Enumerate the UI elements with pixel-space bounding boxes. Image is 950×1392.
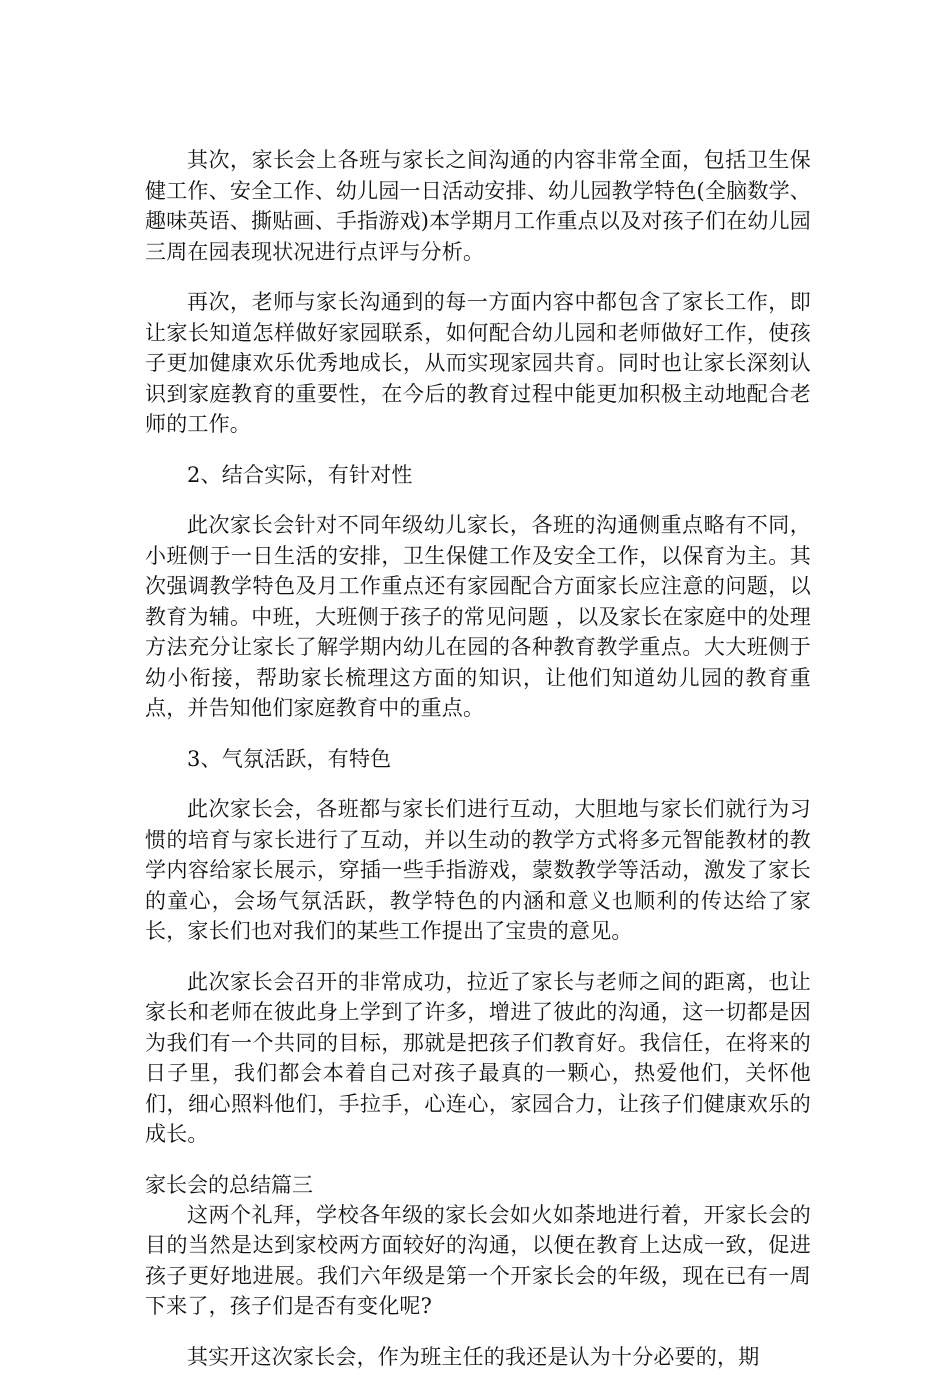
paragraph-parent-work: 再次，老师与家长沟通到的每一方面内容中都包含了家长工作，即让家长知道怎样做好家园联系，如何配合幼儿园和老师做好工作，使孩子更加健康欢乐优秀地成长，从而实现家园共育。同时也让家长深刻认识到家庭教育的重要性，在今后的教育过程中能更加积极主动地配合老师的工作。 — [145, 290, 811, 436]
heading-lively-atmosphere: 3、气氛活跃，有特色 — [187, 746, 392, 771]
paragraph-conclusion: 此次家长会召开的非常成功，拉近了家长与老师之间的距离，也让家长和老师在彼此身上学到了许多，增进了彼此的沟通，这一切都是因为我们有一个共同的目标，那就是把孩子们教育好。我信任，在将来的日子里，我们都会本着自己对孩子最真的一颗心，热爱他们，关怀他们，细心照料他们，手拉手，心连心，家园合力，让孩子们健康欢乐的成长。 — [145, 969, 811, 1146]
paragraph-meeting-necessity: 其实开这次家长会，作为班主任的我还是认为十分必要的，期 — [187, 1344, 760, 1369]
paragraph-grade-focus: 此次家长会针对不同年级幼儿家长，各班的沟通侧重点略有不同，小班侧于一日生活的安排，卫生保健工作及安全工作，以保育为主。其次强调教学特色及月工作重点还有家园配合方面家长应注意的问题，以教育为辅。中班，大班侧于孩子的常见问题 ，以及家长在家庭中的处理方法充分让家长了解学期内幼儿在园的各种教育教学重点。大大班侧于幼小衔接，帮助家长梳理这方面的知识，让他们知道幼儿园的教育重点，并告知他们家庭教育中的重点。 — [145, 513, 811, 720]
paragraph-meeting-intro: 这两个礼拜，学校各年级的家长会如火如荼地进行着，开家长会的目的当然是达到家校两方面较好的沟通，以便在教育上达成一致，促进孩子更好地进展。我们六年级是第一个开家长会的年级，现在已有一周下来了，孩子们是否有变化呢? — [145, 1202, 811, 1318]
paragraph-interaction: 此次家长会，各班都与家长们进行互动，大胆地与家长们就行为习惯的培育与家长进行了互动，并以生动的教学方式将多元智能教材的教学内容给家长展示，穿插一些手指游戏，蒙数教学等活动，激发了家长的童心，会场气氛活跃，教学特色的内涵和意义也顺利的传达给了家长，家长们也对我们的某些工作提出了宝贵的意见。 — [145, 797, 811, 943]
document-body — [145, 145, 811, 1392]
heading-practical-targeted: 2、结合实际，有针对性 — [187, 462, 413, 487]
paragraph-communication-content: 其次，家长会上各班与家长之间沟通的内容非常全面，包括卫生保健工作、安全工作、幼儿园一日活动安排、幼儿园教学特色(全脑数学、趣味英语、撕贴画、手指游戏)本学期月工作重点以及对孩子们在幼儿园三周在园表现状况进行点评与分析。 — [145, 148, 811, 264]
section-title: 家长会的总结篇三 — [145, 1172, 313, 1197]
